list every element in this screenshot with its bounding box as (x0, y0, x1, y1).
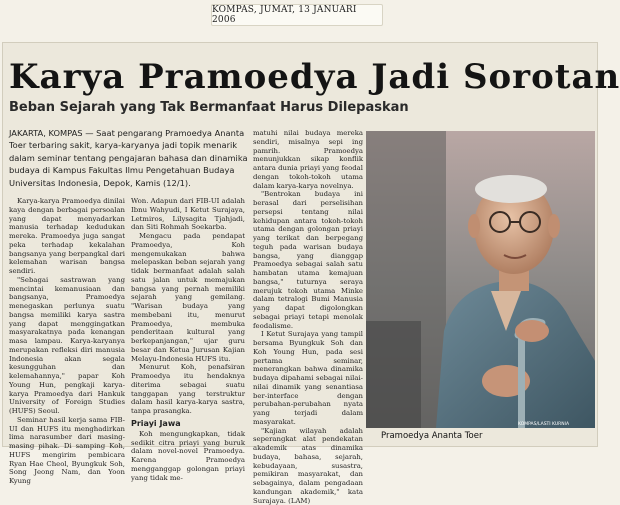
photo-credit: KOMPAS/LASTI KURNIA (518, 422, 569, 427)
photo-caption: Pramoedya Ananta Toer (381, 431, 482, 441)
paragraph: Menurut Koh, penafsiran Pramoedya itu hendaknya diterima sebagai suatu tanggapan yang terstruktur dalam hasil karya-karya sastra, tanpa prasangka. (131, 363, 245, 416)
paragraph: "Kajian wilayah adalah seperangkat alat pendekatan akademik atas dinamika budaya, bahasa, sejarah, kebudayaan, susastra, pemikiran masyarakat, dan sebagainya, dalam pengadaan kandungan akademik," kata Surajaya. (LAM) (253, 427, 363, 505)
lead-paragraph: JAKARTA, KOMPAS — Saat pengarang Pramoedya Ananta Toer terbaring sakit, karya-karyanya jadi topik menarik dalam seminar tentang pengajaran bahasa dan dinamika budaya di Kampus Fakultas Ilmu Pengetahuan Budaya Universitas Indonesia, Depok, Kamis (12/1). (9, 127, 257, 189)
paragraph: Seminar hasil kerja sama FIB-UI dan HUFS itu menghadirkan lima narasumber dari masing-masing pihak. Di samping Koh, HUFS mengirim pembicara Ryan Hae Cheol, Byungkuk Soh, Song Jeong Nam, dan Yoon Kyung (9, 416, 125, 486)
newspaper-clipping (2, 42, 598, 447)
paragraph: Won. Adapun dari FIB-UI adalah Ibnu Wahyudi, I Ketut Surajaya, Letmiros, Lilysagita Tjahjadi, dan Siti Rohmah Soekarba. (131, 197, 245, 232)
portrait-illustration (366, 131, 595, 428)
paragraph: "Bentrokan budaya ini berasal dari perselisihan persepsi tentang nilai kehidupan antara tokoh-tokoh utama dengan golongan priayi yang terikat dan berpegang teguh pada warisan budaya bangsa, yang dianggap Pramoedya sebagai salah satu hambatan utama kemajuan bangsa," tuturnya seraya merujuk tokoh utama Minke dalam tetralogi Bumi Manusia yang dapat digolongkan sebagai priayi tetapi menolak feodalisme. (253, 190, 363, 330)
headline: Karya Pramoedya Jadi Sorotan (9, 57, 599, 97)
portrait-photo (366, 131, 595, 428)
paragraph: "Sebagai sastrawan yang mencintai kemanusiaan dan bangsanya, Pramoedya menegaskan perlunya suatu bangsa memiliki karya sastra yang dapat menggingatkan masyarakatnya pada kenangan masa lampau. Karya-karyanya merupakan refleksi diri manusia Indonesia akan segala kesungguhan dan kelemahannya," papar Koh Young Hun, pengkaji karya-karya Pramoedya dari Hankuk University of Foreign Studies (HUFS) Seoul. (9, 276, 125, 416)
paragraph: matuhi nilai budaya mereka sendiri, misalnya sepi ing pamrih. Pramoedya menunjukkan sikap konflik antara dunia priayi yang feodal dengan tokoh-tokoh utama dalam karya-karya novelnya. (253, 129, 363, 190)
body-column-2 (131, 197, 245, 447)
paragraph: I Ketut Surajaya yang tampil bersama Byungkuk Soh dan Koh Young Hun, pada sesi pertama seminar, menerangkan bahwa dinamika budaya dipahami sebagai nilai-nilai dinamik yang senantiasa ber-interface dengan perubahan-perubahan nyata yang terjadi dalam masyarakat. (253, 330, 363, 426)
paragraph: Koh mengungkapkan, tidak sedikit citra priayi yang buruk dalam novel-novel Pramoedya. Karena Pramoedya mengganggap golongan priayi yang tidak me- (131, 430, 245, 483)
paragraph: Mengacu pada pendapat Pramoedya, Koh mengemukakan bahwa melepaskan beban sejarah yang tidak bermanfaat adalah salah satu jalan untuk memajukan bangsa yang pernah memiliki sejarah yang gemilang. "Warisan budaya yang membebani itu, menurut Pramoedya, membuka penderitaan kultural yang berkepanjangan," ujar guru besar dan Ketua Jurusan Kajian Melayu-Indonesia HUFS itu. (131, 232, 245, 363)
body-column-3 (253, 129, 363, 447)
paragraph: Karya-karya Pramoedya dinilai kaya dengan berbagai persoalan yang dapat menyadarkan manusia terhadap kedudukan mereka. Pramoedya juga sangat peka terhadap kekalahan bangsanya yang berpangkal dari kelemahan warisan bangsa sendiri. (9, 197, 125, 276)
date-stamp (211, 4, 383, 26)
date-line: KOMPAS, JUMAT, 13 JANUARI 2006 (212, 5, 382, 25)
subheadline: Beban Sejarah yang Tak Bermanfaat Harus Dilepaskan (9, 100, 409, 115)
section-title: Priayi Jawa (131, 418, 245, 430)
body-column-1 (9, 197, 125, 447)
